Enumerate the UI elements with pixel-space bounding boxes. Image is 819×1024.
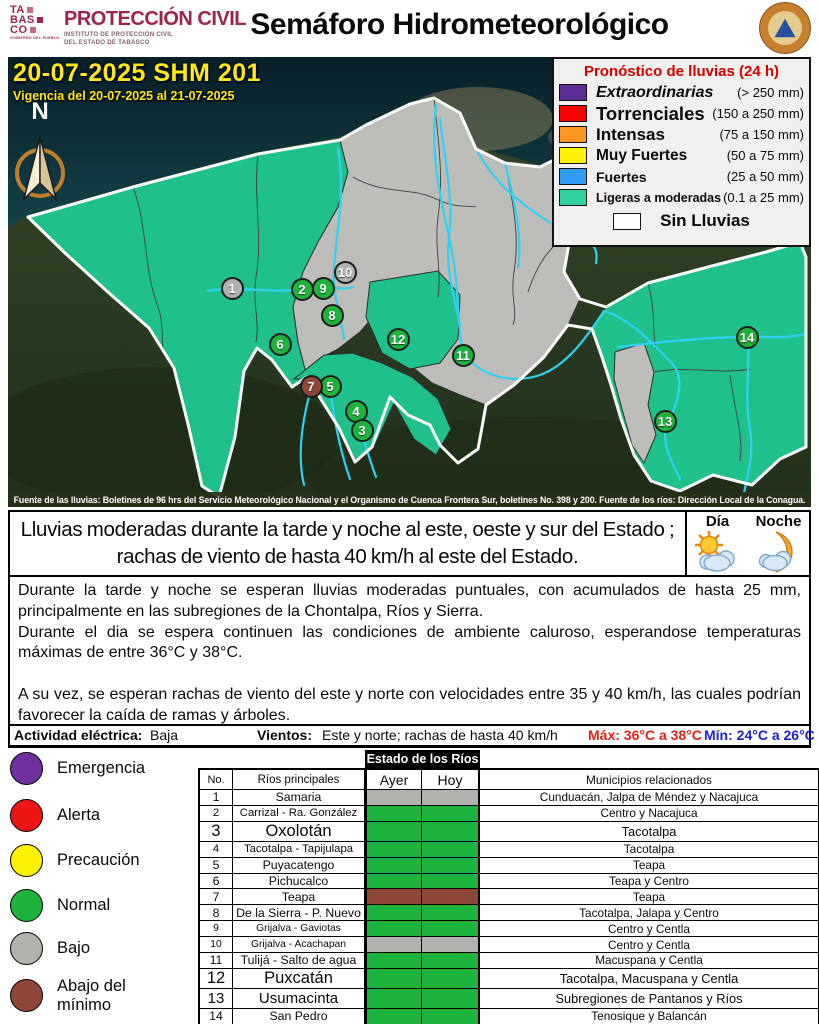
ayer-status-cell	[365, 969, 422, 989]
legend-label: Muy Fuertes	[596, 146, 688, 164]
tabasco-logo-line: CO	[10, 24, 28, 37]
ayer-status-cell	[365, 822, 422, 842]
station-marker-14: 14	[736, 326, 759, 349]
status-legend-label: Abajo del mínimo	[57, 977, 126, 1014]
tabasco-logo-subtitle: GOBIERNO DEL PUEBLO	[10, 36, 60, 41]
station-marker-4: 4	[345, 400, 368, 423]
status-legend-label: Alerta	[57, 806, 101, 825]
station-marker-10: 10	[334, 261, 357, 284]
municipios-cell: Tacotalpa, Jalapa y Centro	[480, 905, 818, 921]
station-marker-6: 6	[269, 333, 292, 356]
status-legend	[8, 750, 196, 1024]
row-number: 10	[200, 937, 233, 953]
rivers-rows	[200, 790, 818, 1024]
header	[0, 0, 819, 56]
map-markers	[8, 57, 811, 507]
column-header: No.	[200, 770, 233, 790]
station-marker-12: 12	[387, 328, 410, 351]
river-name: Tulijá - Salto de agua	[233, 953, 365, 969]
station-marker-8: 8	[321, 304, 344, 327]
station-marker-3: 3	[351, 419, 374, 442]
river-name: Tacotalpa - Tapijulapa	[233, 842, 365, 858]
hoy-status-cell	[422, 921, 480, 937]
agency-subtitle: INSTITUTO DE PROTECCIÓN CIVIL	[64, 30, 174, 38]
no-rain-label: Sin Lluvias	[660, 211, 750, 230]
ayer-status-cell	[365, 937, 422, 953]
ayer-status-cell	[365, 953, 422, 969]
sun-cloud-icon	[692, 530, 744, 574]
legend-label: Extraordinarias	[596, 83, 714, 101]
table-row	[200, 790, 818, 806]
night-label: Noche	[755, 513, 802, 530]
ayer-status-cell	[365, 874, 422, 890]
emergencia-circle-icon	[10, 752, 43, 785]
abajo-circle-icon	[10, 979, 43, 1012]
row-number: 3	[200, 822, 233, 842]
wind-value: Este y norte; rachas de hasta 40 km/h	[322, 727, 558, 743]
legend-label: Ligeras a moderadas	[596, 190, 722, 205]
agency-name: PROTECCIÓN CIVIL	[64, 8, 247, 30]
municipios-cell: Macuspana y Centla	[480, 953, 818, 969]
row-number: 7	[200, 889, 233, 905]
column-header: Ríos principales	[233, 770, 365, 790]
status-legend-item	[10, 977, 157, 1015]
wind-label: Vientos:	[257, 727, 312, 743]
forecast-line: A su vez, se esperan rachas de viento del este y norte con velocidades entre 35 y 40 km/h, las cuales podrían favorecer la caída de ramas y árboles.	[18, 685, 801, 724]
municipios-cell: Teapa	[480, 889, 818, 905]
hoy-status-cell	[422, 989, 480, 1009]
tabasco-logo-line: BAS	[10, 14, 35, 27]
headline-text: Lluvias moderadas durante la tarde y noche al este, oeste y sur del Estado ; rachas de viento de hasta 40 km/h al este del Estado.	[20, 517, 675, 568]
hoy-status-cell	[422, 1009, 480, 1024]
ayer-status-cell	[365, 989, 422, 1009]
table-row	[200, 1009, 818, 1024]
river-name: Oxolotán	[233, 822, 365, 842]
row-number: 11	[200, 953, 233, 969]
legend-label: Torrenciales	[596, 102, 705, 124]
rivers-grid	[198, 768, 819, 1024]
hoy-status-cell	[422, 953, 480, 969]
station-marker-2: 2	[291, 278, 314, 301]
status-legend-item	[10, 889, 157, 922]
table-row	[200, 806, 818, 822]
hoy-status-cell	[422, 937, 480, 953]
max-temperature: Máx: 36°C a 38°C	[588, 727, 702, 743]
status-legend-item	[10, 932, 157, 965]
status-legend-label: Bajo	[57, 939, 91, 958]
forecast-line: Durante el dia se espera continuen las condiciones de ambiente caluroso, esperandose temperaturas máximas de entre 36°C y 38°C.	[18, 623, 801, 662]
table-row	[200, 905, 818, 921]
headline-box	[8, 510, 811, 577]
row-number: 2	[200, 806, 233, 822]
row-number: 12	[200, 969, 233, 989]
hoy-status-cell	[422, 905, 480, 921]
bulletin-validity: Vigencia del 20-07-2025 al 21-07-2025	[13, 89, 235, 103]
tabasco-logo	[10, 5, 59, 41]
table-row	[200, 889, 818, 905]
svg-text:N: N	[31, 98, 49, 125]
municipios-cell: Tacotalpa	[480, 822, 818, 842]
hoy-status-cell	[422, 874, 480, 890]
legend-range: (150 a 250 mm)	[712, 106, 804, 121]
ayer-status-cell	[365, 889, 422, 905]
municipios-cell: Centro y Centla	[480, 937, 818, 953]
electric-activity-value: Baja	[150, 727, 179, 743]
legend-range: (50 a 75 mm)	[726, 148, 804, 163]
river-name: San Pedro	[233, 1009, 365, 1024]
river-name: Puyacatengo	[233, 858, 365, 874]
logo-decoration-icon	[37, 17, 43, 23]
table-row	[200, 969, 818, 989]
station-marker-1: 1	[221, 277, 244, 300]
river-name: Usumacinta	[233, 989, 365, 1009]
station-marker-13: 13	[654, 410, 677, 433]
river-name: De la Sierra - P. Nuevo	[233, 905, 365, 921]
bulletin-id: 20-07-2025 SHM 201	[13, 59, 262, 87]
day-label: Día	[705, 513, 730, 530]
row-number: 14	[200, 1009, 233, 1024]
moon-cloud-icon	[753, 530, 805, 574]
status-legend-label: Precaución	[57, 851, 140, 870]
ayer-status-cell	[365, 921, 422, 937]
table-row	[200, 953, 818, 969]
page-title: Semáforo Hidrometeorológico	[250, 8, 669, 41]
status-legend-item	[10, 752, 157, 785]
column-header: Hoy	[422, 770, 480, 790]
ayer-status-cell	[365, 1009, 422, 1024]
status-legend-label: Emergencia	[57, 759, 146, 778]
electric-activity-label: Actividad eléctrica:	[14, 727, 143, 743]
row-number: 9	[200, 921, 233, 937]
station-marker-5: 5	[319, 375, 342, 398]
day-night-panel	[685, 512, 809, 575]
map-source-note: Fuente de las lluvias: Boletines de 96 hrs del Servicio Meteorológico Nacional y el Organismo de Cuenca Frontera Sur, boletines No. 398 y 200. Fuente de los ríos: Dirección Local de la Conagua.	[8, 492, 811, 507]
river-name: Puxcatán	[233, 969, 365, 989]
row-number: 8	[200, 905, 233, 921]
hoy-status-cell	[422, 889, 480, 905]
row-number: 13	[200, 989, 233, 1009]
weather-map	[8, 57, 811, 507]
row-number: 4	[200, 842, 233, 858]
column-header: Municipios relacionados	[480, 770, 818, 790]
proteccion-civil-emblem-icon	[759, 2, 811, 54]
municipios-cell: Centro y Centla	[480, 921, 818, 937]
station-marker-9: 9	[312, 277, 335, 300]
column-header: Ayer	[365, 770, 422, 790]
river-name: Samaria	[233, 790, 365, 806]
legend-range: (0.1 a 25 mm)	[723, 190, 804, 205]
rivers-header-row	[200, 770, 818, 790]
legend-label: Fuertes	[596, 168, 647, 185]
table-row	[200, 858, 818, 874]
municipios-cell: Tacotalpa	[480, 842, 818, 858]
status-legend-item	[10, 799, 157, 832]
ayer-status-cell	[365, 806, 422, 822]
table-row	[200, 989, 818, 1009]
day-column	[687, 512, 748, 575]
hoy-status-cell	[422, 858, 480, 874]
logo-decoration-icon	[30, 27, 36, 33]
municipios-cell: Centro y Nacajuca	[480, 806, 818, 822]
table-row	[200, 874, 818, 890]
hoy-status-cell	[422, 790, 480, 806]
municipios-cell: Tenosique y Balancán	[480, 1009, 818, 1024]
status-legend-label: Normal	[57, 896, 111, 915]
municipios-cell: Cunduacán, Jalpa de Méndez y Nacajuca	[480, 790, 818, 806]
legend-range: (> 250 mm)	[737, 85, 804, 100]
municipios-cell: Tacotalpa, Macuspana y Centla	[480, 969, 818, 989]
river-name: Grijalva - Gaviotas	[233, 921, 365, 937]
forecast-line: Durante la tarde y noche se esperan lluvias moderadas puntuales, con acumulados de hasta 25 mm, principalmente en las subregiones de la Chontalpa, Ríos y Sierra.	[18, 582, 801, 620]
river-name: Carrizal - Ra. González	[233, 806, 365, 822]
hoy-status-cell	[422, 822, 480, 842]
logo-decoration-icon	[27, 7, 33, 13]
conditions-bar	[8, 724, 815, 748]
municipios-cell: Subregiones de Pantanos y Ríos	[480, 989, 818, 1009]
table-row	[200, 822, 818, 842]
table-row	[200, 842, 818, 858]
bajo-circle-icon	[10, 932, 43, 965]
agency-subtitle: DEL ESTADO DE TABASCO	[64, 39, 150, 46]
normal-circle-icon	[10, 889, 43, 922]
night-column	[748, 512, 809, 575]
ayer-status-cell	[365, 905, 422, 921]
ayer-status-cell	[365, 790, 422, 806]
municipios-cell: Teapa	[480, 858, 818, 874]
ayer-status-cell	[365, 858, 422, 874]
precaucion-circle-icon	[10, 844, 43, 877]
row-number: 1	[200, 790, 233, 806]
rivers-table	[198, 750, 819, 1024]
ayer-status-cell	[365, 842, 422, 858]
rain-legend-title: Pronóstico de lluvias (24 h)	[583, 63, 780, 80]
row-number: 6	[200, 874, 233, 890]
forecast-text-box	[8, 575, 811, 726]
table-row	[200, 937, 818, 953]
status-legend-item	[10, 844, 157, 877]
legend-range: (25 a 50 mm)	[726, 169, 804, 184]
tabasco-logo-line: TA	[10, 4, 25, 16]
station-marker-11: 11	[452, 344, 475, 367]
min-temperature: Mín: 24°C a 26°C	[704, 727, 815, 743]
row-number: 5	[200, 858, 233, 874]
forecast-line	[18, 664, 801, 685]
river-name: Teapa	[233, 889, 365, 905]
hoy-status-cell	[422, 969, 480, 989]
municipios-cell: Teapa y Centro	[480, 874, 818, 890]
legend-range: (75 a 150 mm)	[719, 127, 804, 142]
rivers-table-title: Estado de los Ríos	[366, 752, 479, 766]
hoy-status-cell	[422, 806, 480, 822]
station-marker-7: 7	[300, 375, 323, 398]
table-row	[200, 921, 818, 937]
river-name: Pichucalco	[233, 874, 365, 890]
hoy-status-cell	[422, 842, 480, 858]
alerta-circle-icon	[10, 799, 43, 832]
river-name: Grijalva - Acachapan	[233, 937, 365, 953]
legend-label: Intensas	[596, 124, 665, 144]
